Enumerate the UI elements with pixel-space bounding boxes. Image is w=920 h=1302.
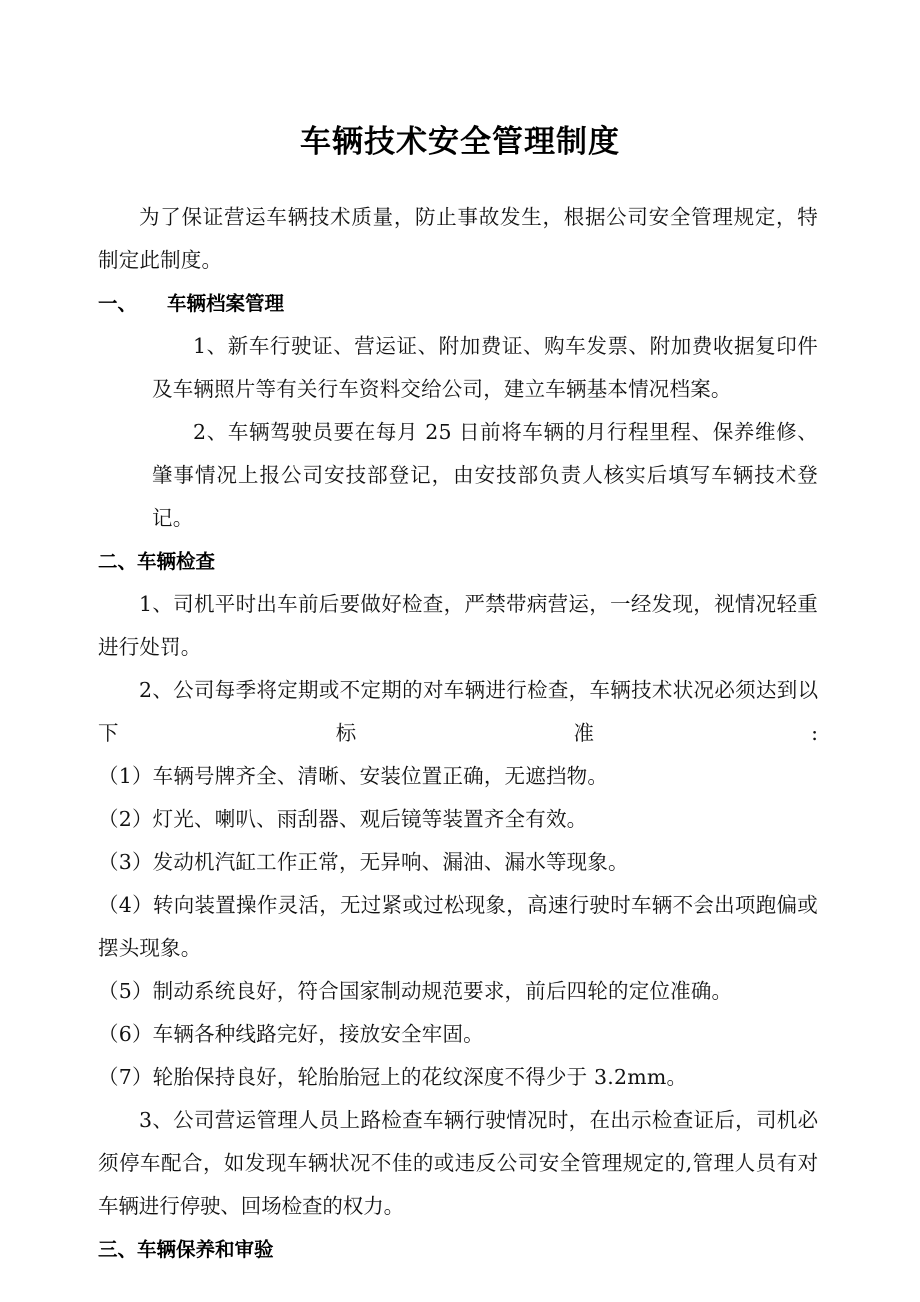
section-1-items: [152, 325, 818, 540]
section-1-number: 一、: [98, 292, 138, 315]
section-2-item-1: 1、司机平时出车前后要做好检查，严禁带病营运，一经发现，视情况轻重进行处罚。: [98, 592, 818, 659]
standard-item-2: （2）灯光、喇叭、雨刮器、观后镜等装置齐全有效。: [98, 807, 588, 831]
section-2-number: 二、: [98, 550, 138, 573]
standard-item-6: （6）车辆各种线路完好，接放安全牢固。: [98, 1022, 484, 1046]
section-3-number: 三、: [98, 1238, 138, 1261]
section-heading-1: [98, 282, 818, 325]
standard-item-4: （4）转向装置操作灵活，无过紧或过松现象，高速行驶时车辆不会出项跑偏或摆头现象。: [98, 893, 818, 960]
intro-paragraph: 为了保证营运车辆技术质量，防止事故发生，根据公司安全管理规定，特制定此制度。: [98, 205, 818, 272]
page-title: 车辆技术安全管理制度: [300, 123, 620, 160]
section-1-item-1: 1、新车行驶证、营运证、附加费证、购车发票、附加费收据复印件及车辆照片等有关行车资料交给公司，建立车辆基本情况档案。: [152, 334, 818, 401]
section-2-item-2: 2、公司每季将定期或不定期的对车辆进行检查，车辆技术状况必须达到以下标准:: [98, 678, 818, 745]
section-1-title: 车辆档案管理: [167, 292, 285, 315]
section-3-title: 车辆保养和审验: [137, 1238, 274, 1261]
standard-item-5: （5）制动系统良好，符合国家制动规范要求，前后四轮的定位准确。: [98, 979, 733, 1003]
standard-item-7: （7）轮胎保持良好，轮胎胎冠上的花纹深度不得少于 3.2mm。: [98, 1065, 688, 1089]
section-heading-2: [98, 540, 818, 583]
section-heading-3: [98, 1228, 818, 1271]
standard-item-1: （1）车辆号牌齐全、清晰、安装位置正确，无遮挡物。: [98, 764, 609, 788]
section-2-title: 车辆检查: [137, 550, 216, 573]
section-1-item-2: 2、车辆驾驶员要在每月 25 日前将车辆的月行程里程、保养维修、肇事情况上报公司安技部登记，由安技部负责人核实后填写车辆技术登记。: [152, 420, 818, 530]
section-2-item-3: 3、公司营运管理人员上路检查车辆行驶情况时，在出示检查证后，司机必须停车配合，如发现车辆状况不佳的或违反公司安全管理规定的,管理人员有对车辆进行停驶、回场检查的权力。: [98, 1108, 818, 1218]
document-body: [98, 196, 818, 1271]
standard-item-3: （3）发动机汽缸工作正常，无异响、漏油、漏水等现象。: [98, 850, 629, 874]
